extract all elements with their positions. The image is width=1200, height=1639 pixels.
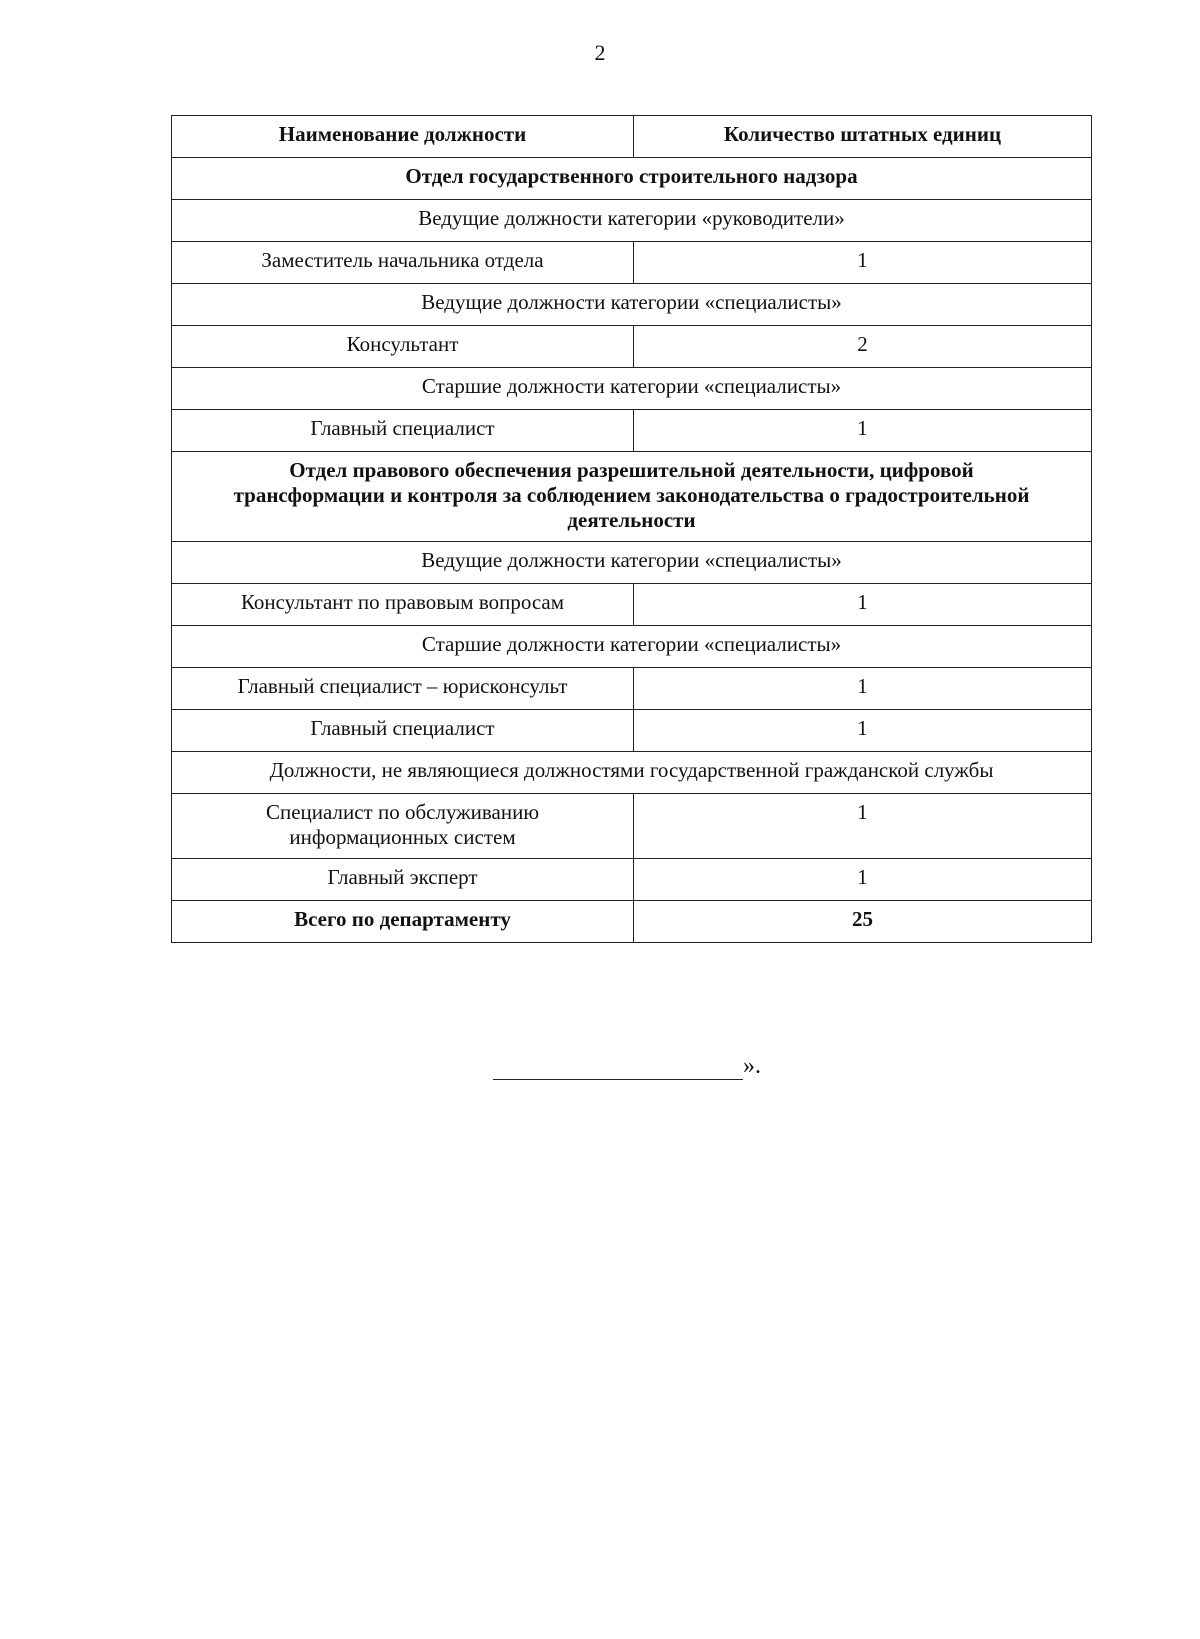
group-row xyxy=(172,752,1092,794)
group-row xyxy=(172,368,1092,410)
position-name: Главный специалист xyxy=(172,710,634,752)
header-position-name: Наименование должности xyxy=(172,116,634,158)
total-count: 25 xyxy=(634,901,1092,943)
position-name: Главный эксперт xyxy=(172,859,634,901)
staff-count: 1 xyxy=(634,859,1092,901)
group-row xyxy=(172,626,1092,668)
position-name: Консультант xyxy=(172,326,634,368)
group-row xyxy=(172,200,1092,242)
total-label: Всего по департаменту xyxy=(172,901,634,943)
header-staff-count: Количество штатных единиц xyxy=(634,116,1092,158)
group-title: Старшие должности категории «специалисты» xyxy=(172,626,1092,668)
closing-mark xyxy=(493,1053,761,1080)
table-row xyxy=(172,584,1092,626)
table-row xyxy=(172,794,1092,859)
position-name: Специалист по обслуживанию информационных систем xyxy=(172,794,634,859)
table-row xyxy=(172,410,1092,452)
staff-table xyxy=(171,115,1092,943)
page-number: 2 xyxy=(594,40,606,65)
group-title: Старшие должности категории «специалисты» xyxy=(172,368,1092,410)
signature-line xyxy=(493,1057,743,1080)
position-name: Заместитель начальника отдела xyxy=(172,242,634,284)
closing-quote: ». xyxy=(743,1053,761,1079)
table-body xyxy=(172,158,1092,943)
position-name: Главный специалист – юрисконсульт xyxy=(172,668,634,710)
table-row xyxy=(172,242,1092,284)
table-row xyxy=(172,326,1092,368)
table-row xyxy=(172,668,1092,710)
total-row xyxy=(172,901,1092,943)
position-name: Главный специалист xyxy=(172,410,634,452)
section-title: Отдел государственного строительного надзора xyxy=(172,158,1092,200)
table-row xyxy=(172,859,1092,901)
group-title: Ведущие должности категории «руководители» xyxy=(172,200,1092,242)
staff-count: 1 xyxy=(634,668,1092,710)
section-row xyxy=(172,452,1092,542)
group-row xyxy=(172,542,1092,584)
staff-count: 1 xyxy=(634,794,1092,859)
section-row xyxy=(172,158,1092,200)
staff-count: 1 xyxy=(634,710,1092,752)
staff-count: 1 xyxy=(634,410,1092,452)
section-title: Отдел правового обеспечения разрешительной деятельности, цифровой трансформации и контроля за соблюдением законодательства о градостроительной деятельности xyxy=(172,452,1092,542)
table-header-row xyxy=(172,116,1092,158)
staff-count: 2 xyxy=(634,326,1092,368)
group-title: Ведущие должности категории «специалисты» xyxy=(172,542,1092,584)
position-name: Консультант по правовым вопросам xyxy=(172,584,634,626)
staff-count: 1 xyxy=(634,242,1092,284)
staff-count: 1 xyxy=(634,584,1092,626)
group-row xyxy=(172,284,1092,326)
group-title: Ведущие должности категории «специалисты» xyxy=(172,284,1092,326)
group-title: Должности, не являющиеся должностями государственной гражданской службы xyxy=(172,752,1092,794)
table-row xyxy=(172,710,1092,752)
